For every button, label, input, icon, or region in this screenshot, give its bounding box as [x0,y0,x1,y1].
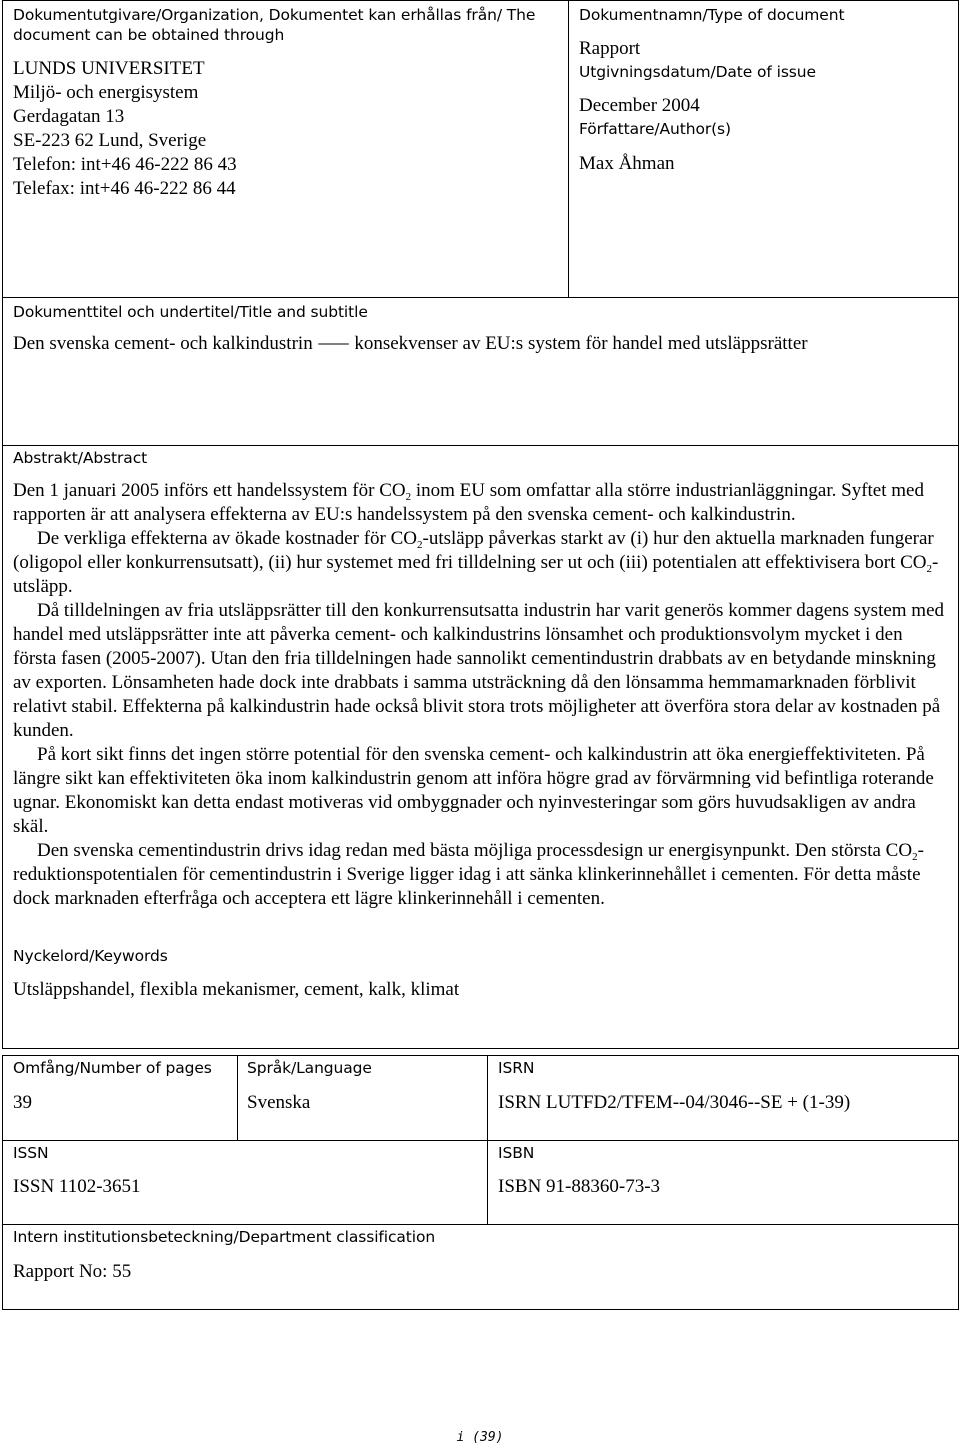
document-type-value: Rapport [579,38,641,59]
abstract-paragraph [13,479,948,527]
department-value: Rapport No: 55 [13,1261,132,1282]
isrn-label: ISRN [498,1059,535,1077]
abstract-text-run: inom EU som omfattar alla större industrianläggningar. Syftet med rapporten är att analysera effekterna av EU:s handelssystem på den svenska cement- och kalkindustrin. [13,480,924,525]
organization-label: Dokumentutgivare/Organization, Dokumentet kan erhållas från/ The document can be obtained through [13,6,536,44]
abstract-text-run: Den 1 januari 2005 införs ett handelssystem för CO [13,480,406,501]
subscript: 2 [912,851,918,863]
issue-date-value: December 2004 [579,95,700,116]
title-label: Dokumenttitel och undertitel/Title and subtitle [13,303,368,321]
organization-line: Telefon: int+46 46-222 86 43 [13,154,237,175]
issn-box [2,1140,488,1225]
language-box [237,1055,488,1141]
pages-label: Omfång/Number of pages [13,1059,212,1077]
isbn-label: ISBN [498,1144,535,1162]
pages-box [2,1055,238,1141]
author-value: Max Åhman [579,153,675,174]
organization-address [13,57,553,201]
department-label: Intern institutionsbeteckning/Department classification [13,1228,436,1246]
title-box [2,297,959,446]
subscript: 2 [926,563,933,575]
keywords-value: Utsläppshandel, flexibla mekanismer, cement, kalk, klimat [13,979,460,1000]
organization-line: Telefax: int+46 46-222 86 44 [13,178,236,199]
abstract-box [2,445,959,1049]
isbn-box [487,1140,959,1225]
abstract-text-run: -utsläpp påverkas starkt av (i) hur den aktuella marknaden fungerar (oligopol eller konkurrensutsatt), (ii) hur systemet med fri tilldelning ser ut och (iii) potentialen att effektivisera bort CO [13,528,934,573]
page-number: i (39) [456,1430,504,1445]
abstract-text [13,479,948,911]
abstract-text-run: Den svenska cementindustrin drivs idag redan med bästa möjliga processdesign ur energisynpunkt. Den största CO [37,840,913,861]
keywords-label: Nyckelord/Keywords [13,947,168,965]
abstract-paragraph: På kort sikt finns det ingen större potential för den svenska cement- och kalkindustrin att öka energieffektiviteten. På längre sikt kan effektiviteten öka inom kalkindustrin genom att införa högre grad av förvärmning vid befintliga roterande ugnar. Ekonomiskt kan detta endast motiveras vid ombyggnader och nyinvesteringar som görs huvudsakligen av andra skäl. [13,744,934,837]
abstract-paragraph: Då tilldelningen av fria utsläppsrätter till den konkurrensutsatta industrin har varit generös kommer dagens system med handel med utsläppsrätter inte att påverka cement- och kalkindustrins lönsamhet och produktionsvolym mycket i den första fasen (2005-2007). Utan den fria tilldelningen hade sannolikt cementindustrin drabbats av en betydande minskning av exporten. Lönsamheten hade dock inte drabbats i samma utsträckning då den lönsamma hemmamarknaden förblivit relativt stabil. Effekterna på kalkindustrin hade också blivit stora trots möjligheter att överföra stora delar av kostnaden på kunden. [13,600,945,741]
isrn-box [487,1055,959,1141]
document-type-label: Dokumentnamn/Type of document [579,6,845,24]
isbn-value: ISBN 91-88360-73-3 [498,1176,661,1197]
issue-date-label: Utgivningsdatum/Date of issue [579,63,816,81]
organization-box [2,0,569,298]
subscript: 2 [417,539,423,551]
abstract-paragraph [13,527,948,599]
organization-line: SE-223 62 Lund, Sverige [13,130,207,151]
document-info-box [568,0,959,298]
abstract-paragraph [13,839,948,911]
department-box [2,1224,959,1310]
pages-value: 39 [13,1092,32,1113]
language-label: Språk/Language [247,1059,372,1077]
issn-label: ISSN [13,1144,49,1162]
document-title: Den svenska cement- och kalkindustrin ⸺ konsekvenser av EU:s system för handel med utsläppsrätter [13,333,808,354]
language-value: Svenska [247,1092,311,1113]
organization-line: LUNDS UNIVERSITET [13,58,205,79]
abstract-text-run: -reduktionspotentialen för cementindustrin i Sverige ligger idag i att sänka klinkerinnehållet i cementen. För detta måste dock marknaden efterfråga och acceptera ett lägre klinkerinnehåll i cementen. [13,840,924,909]
subscript: 2 [405,491,412,503]
abstract-text-run: De verkliga effekterna av ökade kostnader för CO [37,528,418,549]
organization-line: Miljö- och energisystem [13,82,199,103]
organization-line: Gerdagatan 13 [13,106,125,127]
isrn-value: ISRN LUTFD2/TFEM--04/3046--SE + (1-39) [498,1092,851,1113]
abstract-label: Abstrakt/Abstract [13,449,148,467]
issn-value: ISSN 1102-3651 [13,1176,141,1197]
abstract-text-run: -utsläpp. [13,552,939,597]
author-label: Författare/Author(s) [579,120,731,138]
